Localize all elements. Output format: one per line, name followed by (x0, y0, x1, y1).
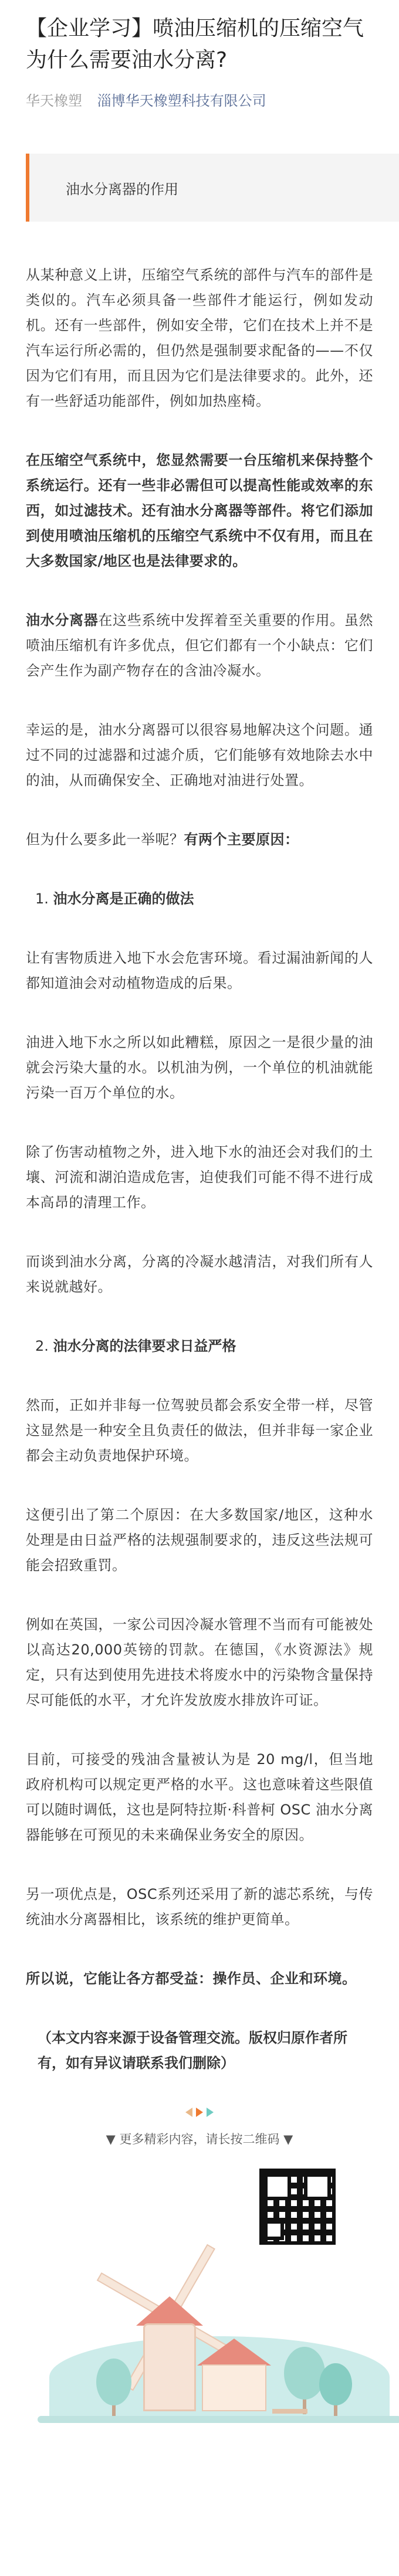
paragraph (26, 827, 373, 852)
sub-heading-text: 油水分离是正确的做法 (53, 891, 194, 907)
paragraph: 从某种意义上讲，压缩空气系统的部件与汽车的部件是类似的。汽车必须具备一些部件才能运行，例如发动机。还有一些部件，例如安全带，它们在技术上并不是汽车运行所必需的，但仍然是强制要求配备的——不仅因为它们有用，而且因为它们是法律要求的。此外，还有一些舒适功能部件，例如加热座椅。 (26, 267, 373, 409)
sub-heading-number: 2. (35, 1338, 49, 1354)
paragraph-text: 但为什么要多此一举呢？ (26, 831, 184, 848)
qr-code-icon[interactable] (259, 2169, 336, 2245)
paragraph-bold: 所以说，它能让各方都受益：操作员、企业和环境。 (26, 1970, 357, 1987)
highlight-term: 油水分离器 (26, 612, 99, 628)
tree-icon (319, 2363, 352, 2405)
tree-icon (96, 2358, 131, 2405)
paragraph: 另一项优点是，OSC系列还采用了新的滤芯系统，与传统油水分离器相比，该系统的维护更简单。 (26, 1886, 373, 1928)
copyright-notice: （本文内容来源于设备管理交流。版权归原作者所有，如有异议请联系我们删除） (38, 2030, 347, 2071)
paragraph: 然而，正如并非每一位驾驶员都会系安全带一样，尽管这显然是一种安全且负责任的做法，但并非每一家企业都会主动负责地保护环境。 (26, 1397, 373, 1464)
paragraph: 除了伤害动植物之外，进入地下水的油还会对我们的土壤、河流和湖泊造成危害，迫使我们可能不得不进行成本高昂的清理工作。 (26, 1144, 373, 1211)
paragraph: 而谈到油水分离，分离的冷凝水越清洁，对我们所有人来说就越好。 (26, 1253, 373, 1295)
section-banner (26, 154, 399, 222)
arrow-right-icon (196, 2108, 203, 2117)
tree-icon (284, 2347, 325, 2400)
paragraph: 目前，可接受的残油含量被认为是 20 mg/l，但当地政府机构可以规定更严格的水平。这也意味着这些限值可以随时调低，这也是阿特拉斯·科普柯 OSC 油水分离器能够在可预见的未来确保业务安全的原因。 (26, 1751, 373, 1843)
house-icon (202, 2364, 266, 2411)
article-meta (26, 91, 373, 110)
more-content-prompt: ▼ 更多精彩内容，请长按二维码 ▼ (106, 2132, 293, 2146)
section-banner-title: 油水分离器的作用 (66, 181, 178, 198)
house-roof (197, 2339, 271, 2366)
sub-heading-2 (26, 1334, 373, 1359)
sub-heading-number: 1. (35, 891, 49, 907)
paragraph: 例如在英国，一家公司因冷凝水管理不当而有可能被处以高达20,000英镑的罚款。在德国，《水资源法》规定，只有达到使用先进技术将废水中的污染物含量保持尽可能低的水平，才允许发放废水排放许可证。 (26, 1616, 373, 1708)
article-title: 【企业学习】喷油压缩机的压缩空气为什么需要油水分离? (26, 16, 364, 72)
arrow-right-icon (207, 2108, 214, 2117)
ground-illustration (38, 2416, 399, 2423)
author-name[interactable]: 华天橡塑 (26, 93, 82, 109)
paragraph: 让有害物质进入地下水会危害环境。看过漏油新闻的人都知道油会对动植物造成的后果。 (26, 950, 373, 991)
paragraph-text: 在这些系统中发挥着至关重要的作用。虽然喷油压缩机有许多优点，但它们都有一个小缺点：它们会产生作为副产物存在的含油冷凝水。 (26, 612, 374, 679)
paragraph-bold: 在压缩空气系统中，您显然需要一台压缩机来保持整个系统运行。还有一些非必需但可以提高性能或效率的东西，如过滤技术。还有油水分离器等部件。将它们添加到使用喷油压缩机的压缩空气系统中不仅有用，而且在大多数国家/地区也是法律要求的。 (26, 452, 373, 569)
paragraph: 这便引出了第二个原因：在大多数国家/地区，这种水处理是由日益严格的法规强制要求的，违反这些法规可能会招致重罚。 (26, 1507, 373, 1574)
paragraph: 油进入地下水之所以如此糟糕，原因之一是很少量的油就会污染大量的水。以机油为例，一个单位的机油就能污染一百万个单位的水。 (26, 1034, 373, 1101)
footer-illustration (26, 2165, 373, 2446)
sub-heading-text: 油水分离的法律要求日益严格 (53, 1338, 236, 1354)
windmill-roof (136, 2296, 203, 2326)
qr-finder (264, 2220, 284, 2240)
account-link[interactable]: 淄博华天橡塑科技有限公司 (97, 93, 266, 109)
highlight-text: 有两个主要原因： (184, 831, 299, 848)
windmill-icon (143, 2323, 196, 2411)
sub-heading-1 (26, 886, 373, 912)
paragraph (26, 608, 373, 684)
decorative-arrows (26, 2108, 373, 2117)
arrow-left-icon (185, 2108, 192, 2117)
paragraph: 幸运的是，油水分离器可以很容易地解决这个问题。通过不同的过滤器和过滤介质，它们能够有效地除去水中的油，从而确保安全、正确地对油进行处置。 (26, 722, 373, 789)
bench-icon (272, 2409, 307, 2414)
